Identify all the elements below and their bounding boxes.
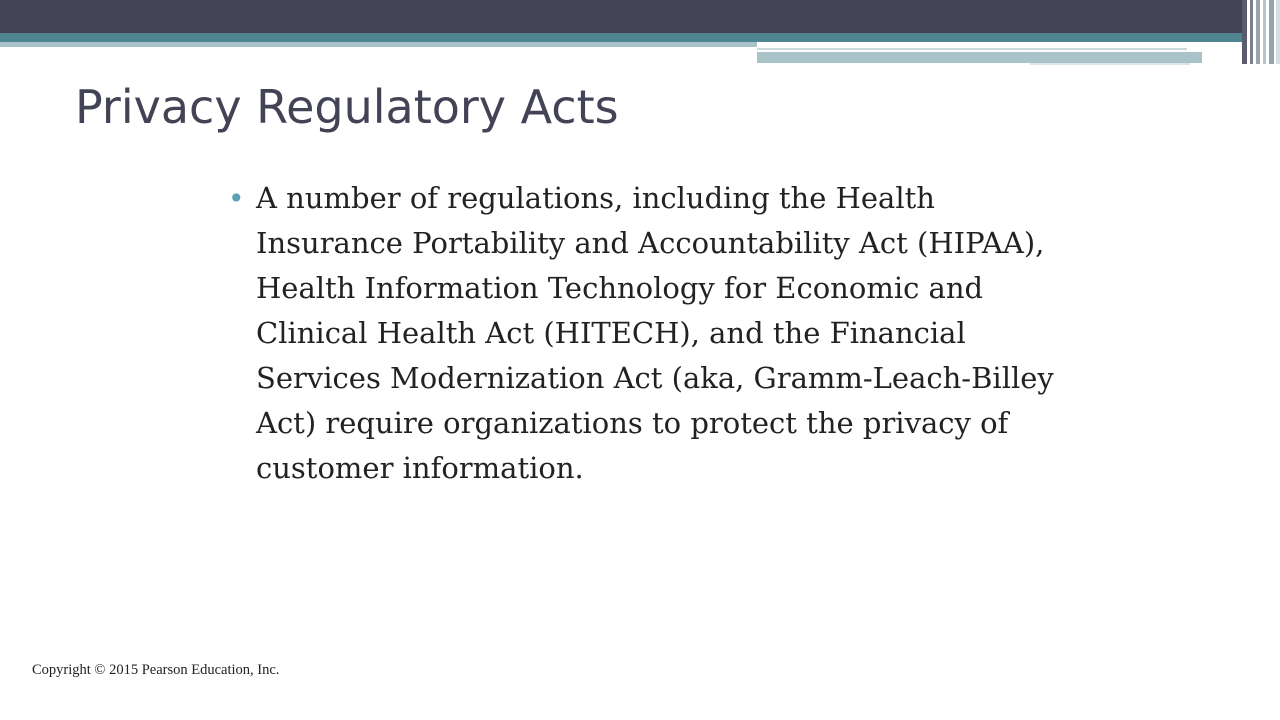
copyright-footer: Copyright © 2015 Pearson Education, Inc.: [32, 662, 280, 678]
slide-title: Privacy Regulatory Acts: [75, 80, 619, 134]
header-band-dark: [0, 0, 1280, 33]
header-band-light: [0, 42, 760, 47]
bullet-text: A number of regulations, including the Health Insurance Portability and Accountability Act (HIPAA), Health Information Technology for Economic and Clinical Health Act (HITECH), and the Financial Services Modernization Act (aka, Gramm-Leach-Billey Act) require organizations to protect the privacy of customer information.: [256, 181, 1054, 485]
bullet-icon: •: [228, 182, 245, 215]
corner-stripes-decoration: [1242, 0, 1280, 64]
header-band-notch: [1030, 63, 1190, 65]
header-band-gap: [757, 42, 1202, 52]
header-band-thin-line: [757, 48, 1187, 50]
header-band-teal: [0, 33, 1280, 42]
bullet-list: [226, 176, 1056, 491]
bullet-item: [226, 176, 1056, 491]
header-band-right-light: [757, 52, 1202, 63]
